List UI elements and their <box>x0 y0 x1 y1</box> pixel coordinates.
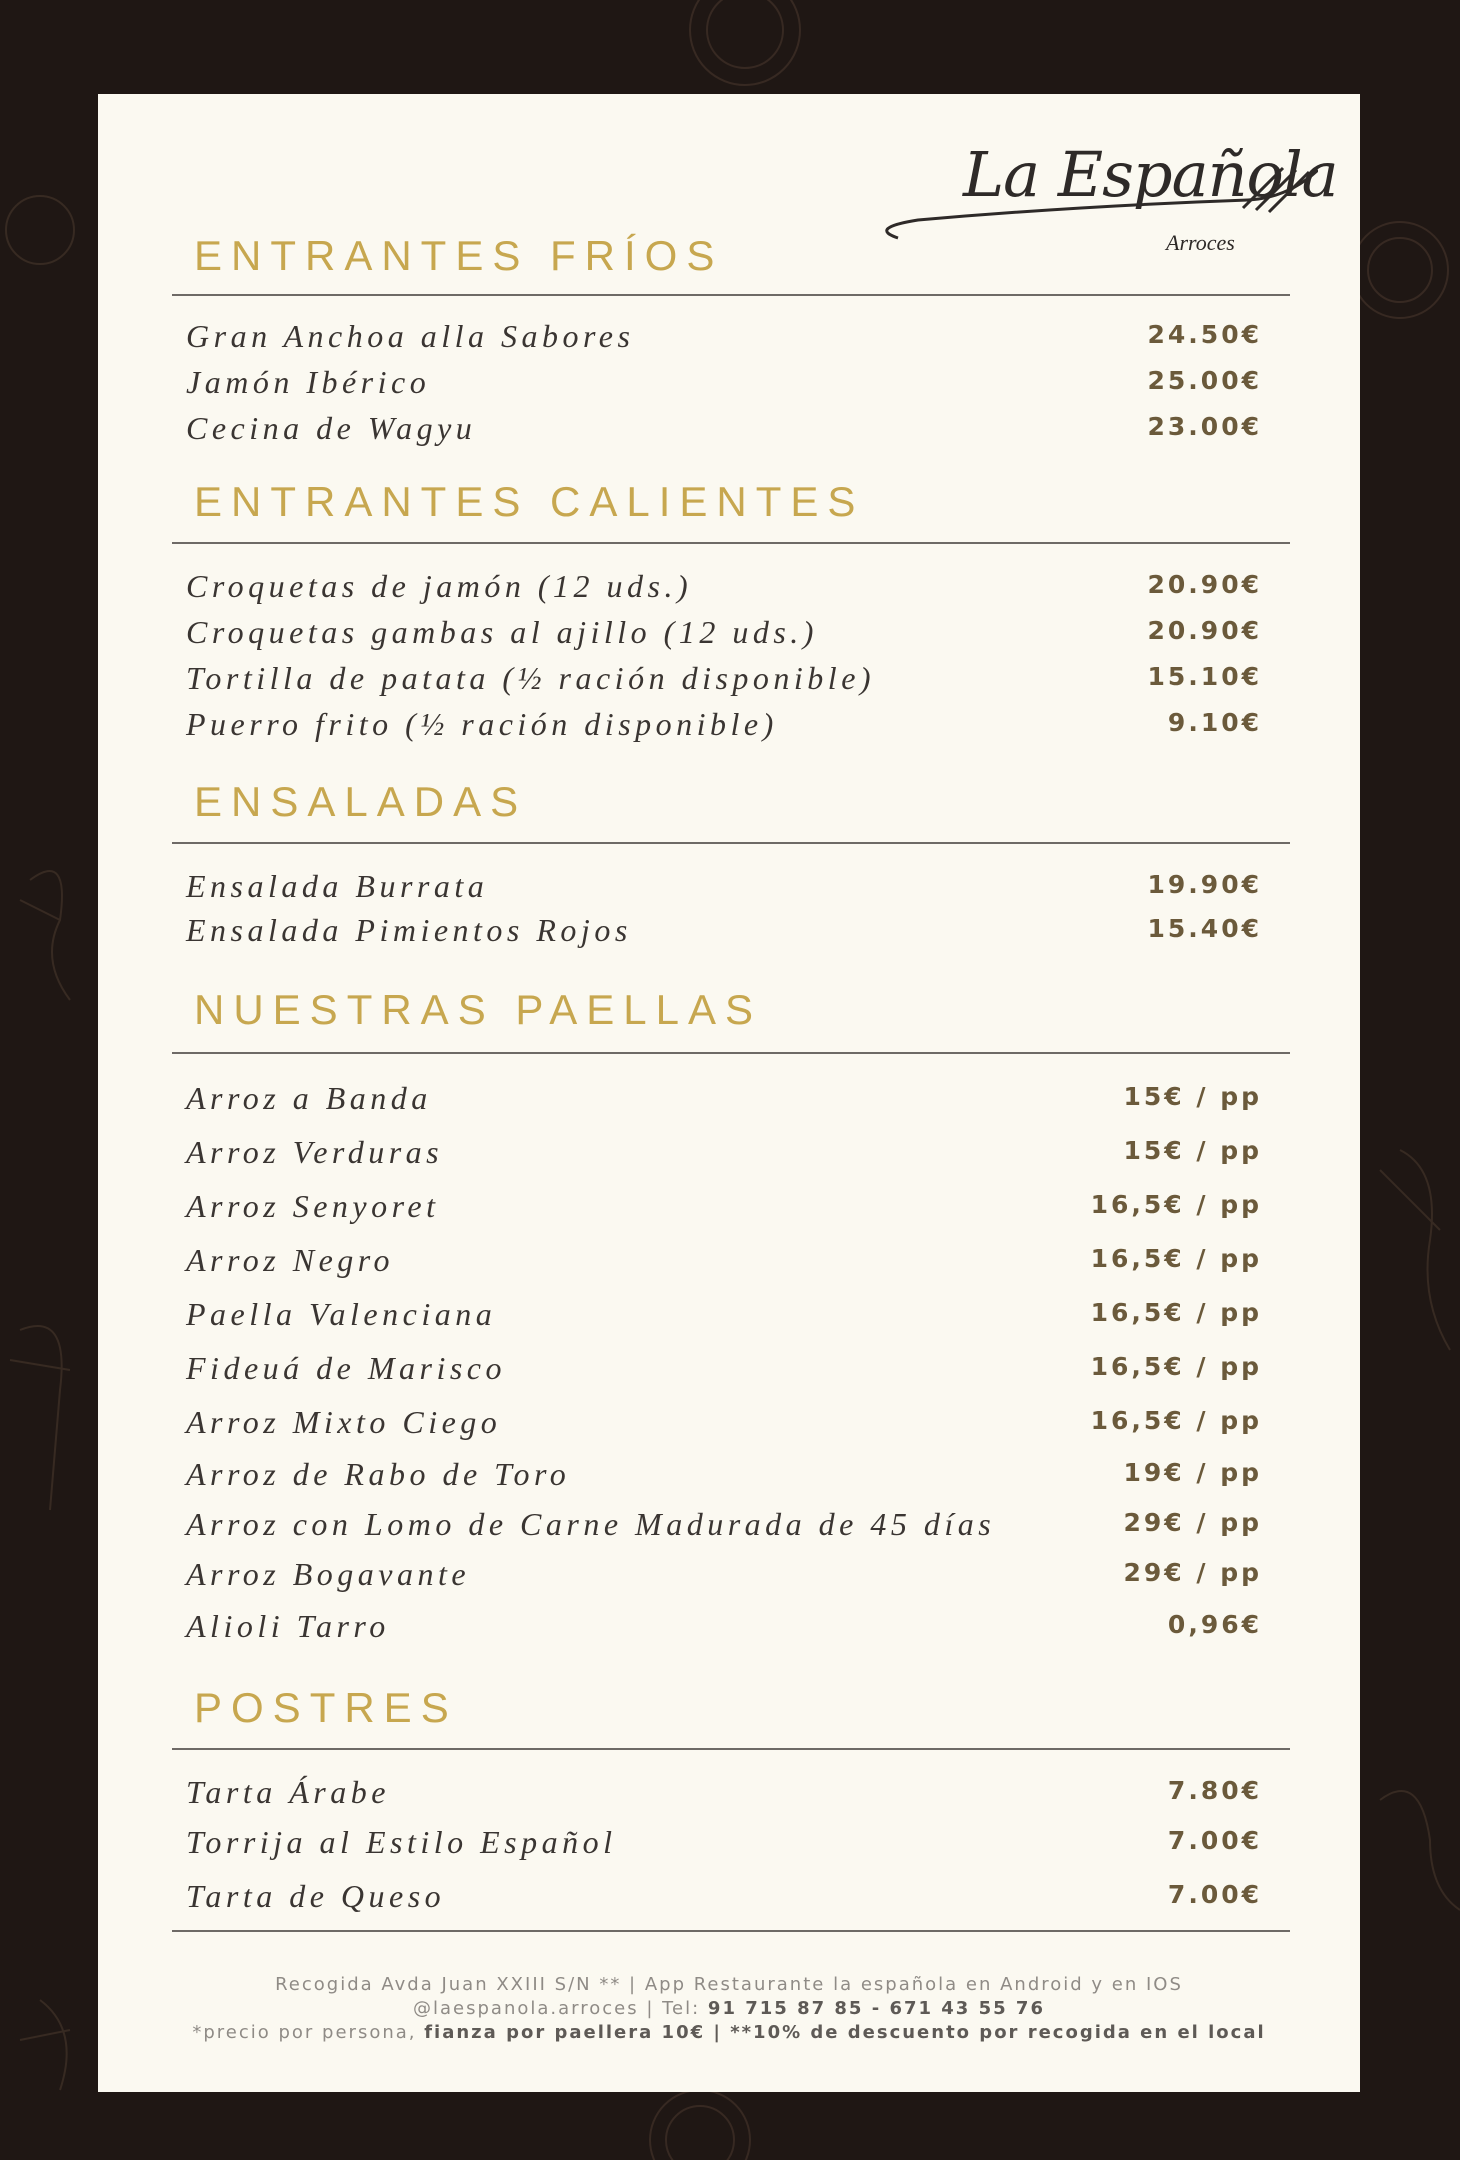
section-title-ensaladas: ENSALADAS <box>194 778 528 825</box>
item-name: Paella Valenciana <box>186 1296 497 1332</box>
item-price: 23.00€ <box>1147 412 1262 441</box>
section-title-entrantes-calientes: ENTRANTES CALIENTES <box>194 478 865 525</box>
menu-item <box>172 1556 1262 1600</box>
section-divider <box>172 1052 1290 1054</box>
item-name: Arroz Mixto Ciego <box>186 1404 502 1440</box>
item-price: 20.90€ <box>1147 616 1262 645</box>
item-price: 15€ / pp <box>1123 1136 1262 1165</box>
item-price: 0,96€ <box>1167 1610 1262 1639</box>
item-price: 16,5€ / pp <box>1090 1190 1262 1219</box>
item-name: Torrija al Estilo Español <box>186 1824 617 1860</box>
item-price: 24.50€ <box>1147 320 1262 349</box>
instagram-handle: @laespanola.arroces | Tel: <box>413 1998 708 2019</box>
item-name: Arroz Verduras <box>186 1134 444 1170</box>
section-title-entrantes-frios: ENTRANTES FRÍOS <box>194 232 724 279</box>
footer-note-bold: fianza por paellera 10€ | **10% de descuento por recogida en el local <box>424 2022 1266 2043</box>
item-price: 7.00€ <box>1167 1880 1262 1909</box>
item-name: Tarta de Queso <box>186 1878 446 1914</box>
menu-item <box>172 1506 1262 1550</box>
item-price: 29€ / pp <box>1123 1558 1262 1587</box>
item-price: 19€ / pp <box>1123 1458 1262 1487</box>
section-divider <box>172 1748 1290 1750</box>
item-price: 7.00€ <box>1167 1826 1262 1855</box>
item-name: Jamón Ibérico <box>186 364 431 400</box>
menu-item <box>172 1242 1262 1286</box>
menu-item <box>172 1080 1262 1124</box>
menu-item <box>172 1824 1262 1868</box>
item-price: 16,5€ / pp <box>1090 1406 1262 1435</box>
footer-pickup-line: Recogida Avda Juan XXIII S/N ** | App Restaurante la española en Android y en IOS <box>275 1974 1183 1995</box>
footer-contact-line <box>98 1998 1360 2019</box>
item-price: 15€ / pp <box>1123 1082 1262 1111</box>
item-name: Gran Anchoa alla Sabores <box>186 318 635 354</box>
section-title-postres: POSTRES <box>194 1684 458 1731</box>
item-price: 20.90€ <box>1147 570 1262 599</box>
menu-item <box>172 318 1262 362</box>
menu-item <box>172 1456 1262 1500</box>
item-name: Fideuá de Marisco <box>186 1350 506 1386</box>
item-name: Arroz a Banda <box>186 1080 432 1116</box>
item-name: Arroz con Lomo de Carne Madurada de 45 días <box>186 1506 996 1542</box>
menu-item <box>172 1878 1262 1922</box>
item-price: 16,5€ / pp <box>1090 1244 1262 1273</box>
brand-name: La Española <box>963 138 1338 211</box>
menu-item <box>172 364 1262 408</box>
phone-numbers: 91 715 87 85 - 671 43 55 76 <box>707 1998 1045 2019</box>
menu-item <box>172 410 1262 454</box>
brand-subtitle: Arroces <box>1166 230 1235 255</box>
item-name: Ensalada Burrata <box>186 868 489 904</box>
menu-item <box>172 706 1262 750</box>
bottom-divider <box>172 1930 1290 1932</box>
item-name: Arroz Senyoret <box>186 1188 440 1224</box>
item-price: 25.00€ <box>1147 366 1262 395</box>
item-price: 19.90€ <box>1147 870 1262 899</box>
menu-card <box>98 94 1360 2092</box>
item-name: Arroz Bogavante <box>186 1556 471 1592</box>
item-price: 7.80€ <box>1167 1776 1262 1805</box>
item-name: Alioli Tarro <box>186 1608 390 1644</box>
menu-item <box>172 1350 1262 1394</box>
menu-item <box>172 1608 1262 1652</box>
item-price: 16,5€ / pp <box>1090 1352 1262 1381</box>
item-name: Croquetas de jamón (12 uds.) <box>186 568 693 604</box>
menu-item <box>172 614 1262 658</box>
item-name: Ensalada Pimientos Rojos <box>186 912 632 948</box>
item-name: Tortilla de patata (½ ración disponible) <box>186 660 876 696</box>
item-name: Croquetas gambas al ajillo (12 uds.) <box>186 614 818 650</box>
section-divider <box>172 542 1290 544</box>
brand-logo <box>858 138 1338 258</box>
menu-item <box>172 868 1262 912</box>
menu-item <box>172 1774 1262 1818</box>
footer-note-prefix: *precio por persona, <box>192 2022 425 2043</box>
menu-item <box>172 1296 1262 1340</box>
section-divider <box>172 294 1290 296</box>
item-name: Arroz de Rabo de Toro <box>186 1456 571 1492</box>
menu-item <box>172 912 1262 956</box>
item-price: 29€ / pp <box>1123 1508 1262 1537</box>
section-divider <box>172 842 1290 844</box>
item-name: Arroz Negro <box>186 1242 395 1278</box>
item-name: Puerro frito (½ ración disponible) <box>186 706 778 742</box>
menu-item <box>172 1134 1262 1178</box>
item-price: 15.10€ <box>1147 662 1262 691</box>
item-name: Cecina de Wagyu <box>186 410 477 446</box>
section-title-nuestras-paellas: NUESTRAS PAELLAS <box>194 986 763 1033</box>
item-name: Tarta Árabe <box>186 1774 390 1810</box>
footer-notes-line <box>98 2022 1360 2043</box>
item-price: 9.10€ <box>1167 708 1262 737</box>
menu-item <box>172 660 1262 704</box>
item-price: 16,5€ / pp <box>1090 1298 1262 1327</box>
menu-item <box>172 568 1262 612</box>
menu-item <box>172 1404 1262 1448</box>
item-price: 15.40€ <box>1147 914 1262 943</box>
menu-item <box>172 1188 1262 1232</box>
